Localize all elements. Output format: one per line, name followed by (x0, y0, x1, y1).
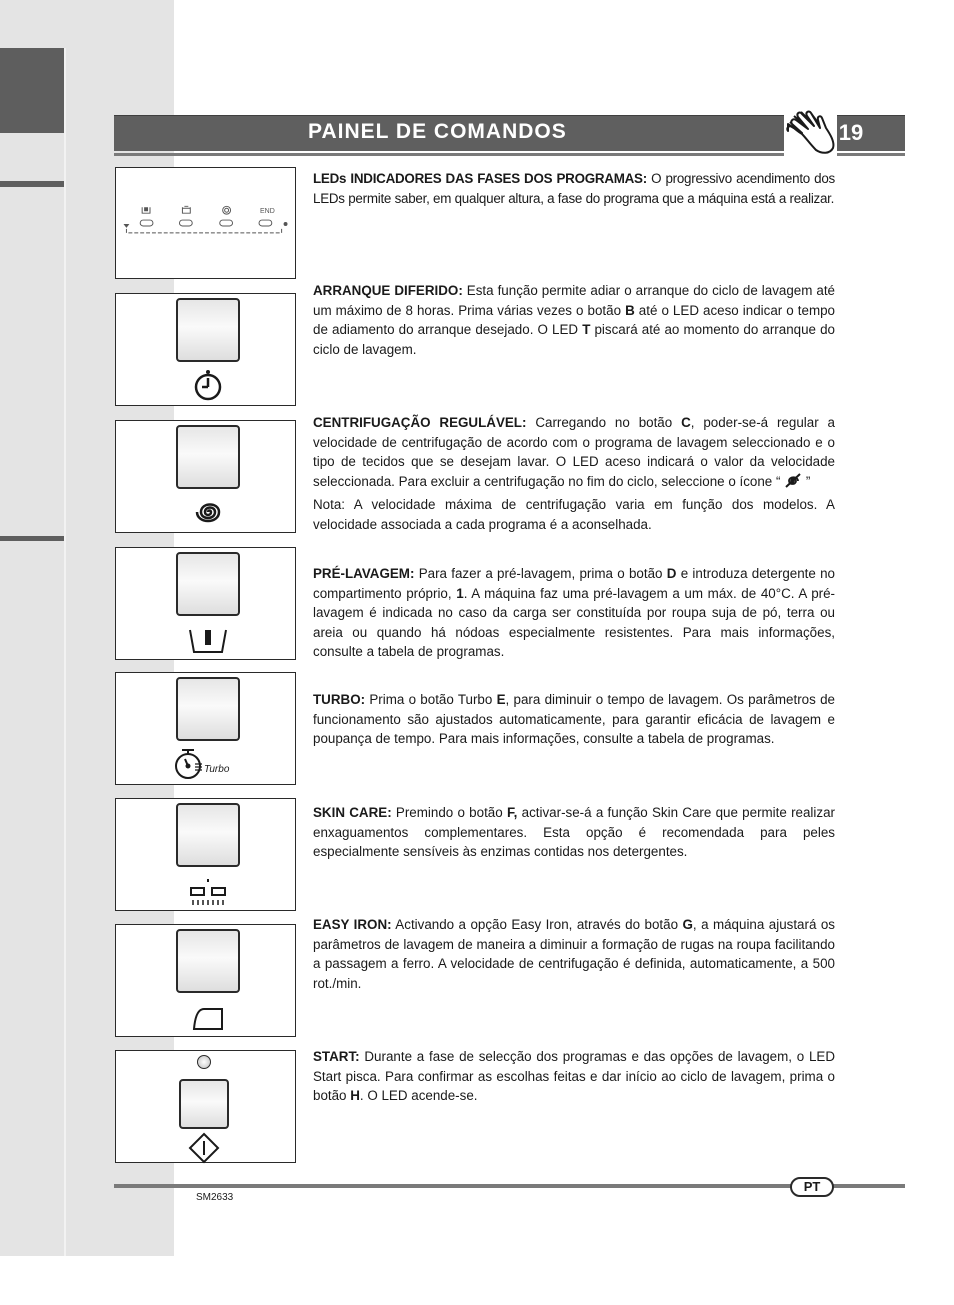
easy-iron-button[interactable] (176, 929, 240, 993)
body-text: activar-se-á a função Skin Care que permite realizar enxaguamentos complementares. Esta opção é recomendada para peles especialmente sensíveis às enzimas contidas nos detergentes. (313, 805, 835, 859)
button-ref: G (682, 917, 693, 932)
section-text-start (313, 1047, 835, 1106)
turbo-button[interactable] (176, 677, 240, 741)
spin-spiral-icon (186, 495, 230, 529)
section-text-easy-iron (313, 915, 835, 993)
body-text: Activando a opção Easy Iron, através do botão (391, 917, 683, 932)
body-text: Premindo o botão (391, 805, 507, 820)
body-text: até o LED aceso indicar o tempo de adiamento do arranque desejado. O LED (313, 302, 835, 337)
spin-button[interactable] (176, 425, 240, 489)
section-text-led-phases (313, 169, 835, 208)
section-text-turbo (313, 690, 835, 749)
body-text: . A máquina faz uma pré-lavagem a um máx. de 40°C. A pré-lavagem é indicada no caso da carga ser constituída por roupa suja de pó, terra ou areia ou quando há nódoas especialmente resistentes. Para mais informações, consulte a tabela de programas. (313, 585, 836, 659)
body-text: Carregando no botão (526, 415, 682, 430)
margin-marker (0, 181, 64, 187)
spin-panel (115, 420, 296, 533)
no-spin-icon (784, 473, 802, 488)
body-text: Prima o botão Turbo (365, 692, 497, 707)
start-led (197, 1055, 211, 1069)
section-heading: EASY IRON: (313, 917, 392, 932)
page-title: PAINEL DE COMANDOS (308, 120, 567, 143)
iron-icon (186, 1001, 230, 1035)
body-text: e introduza detergente no compartimento próprio, (313, 566, 835, 601)
skin-care-rinse-icon (186, 875, 230, 909)
spin-note: Nota: A velocidade máxima de centrifugação varia em função dos modelos. A velocidade associada a cada programa é a aconselhada. (313, 497, 835, 532)
led-phases-icon (116, 168, 295, 278)
section-heading: LEDs INDICADORES DAS FASES DOS PROGRAMAS: (313, 171, 647, 186)
start-button[interactable] (179, 1079, 229, 1129)
skin-care-button[interactable] (176, 803, 240, 867)
button-ref: H (350, 1088, 360, 1103)
margin-strip (64, 48, 66, 1256)
led-phases-panel (115, 167, 296, 279)
body-text: piscará até ao momento do arranque do ciclo de lavagem. (313, 322, 835, 357)
section-text-prewash (313, 564, 835, 662)
start-panel (115, 1050, 296, 1163)
section-heading: SKIN CARE: (313, 805, 392, 820)
margin-marker (0, 536, 64, 541)
page-number: 19 (838, 120, 864, 145)
body-text: Para fazer a pré-lavagem, prima o botão (414, 566, 667, 581)
body-text: Esta função permite adiar o arranque do ciclo de lavagem até um máximo de 8 horas. Prima várias vezes o botão (313, 283, 835, 318)
section-heading: CENTRIFUGAÇÃO REGULÁVEL: (313, 415, 527, 430)
body-text: . O LED acende-se. (359, 1088, 478, 1103)
button-ref: C (681, 415, 691, 430)
body-text: , poder-se-á regular a velocidade de centrifugação de acordo com o programa de lavagem seleccionado e o tipo de tecidos que se desejam lavar. O LED aceso indicará o valor da velocidade seleccionada. Para excluir a centrifugação no fim do ciclo, seleccione o ícone “ (313, 415, 835, 489)
section-heading: START: (313, 1049, 360, 1064)
turbo-label: Turbo (204, 764, 230, 775)
turbo-stopwatch-icon (172, 747, 252, 781)
body-text: , para diminuir o tempo de lavagem. Os parâmetros de funcionamento são ajustados automaticamente, para garantir eficácia de lavagem e poupança de tempo. Para mais informações, consulte a tabela de programas. (313, 692, 835, 746)
button-ref: E (496, 692, 506, 707)
delay-start-button[interactable] (176, 298, 240, 362)
led-ref: T (582, 322, 591, 337)
body-text: Durante a fase de selecção dos programas e das opções de lavagem, o LED Start pisca. Para confirmar as escolhas feitas e dar início ao ciclo de lavagem, prima o botão (313, 1049, 835, 1103)
section-text-spin (313, 413, 835, 534)
delay-timer-icon (186, 368, 230, 402)
section-heading: TURBO: (313, 692, 366, 707)
compartment-ref: 1 (456, 585, 464, 601)
section-tab (0, 48, 64, 133)
body-text: O progressivo acendimento dos LEDs permite saber, em qualquer altura, a fase do programa que a máquina está a realizar. (313, 171, 835, 206)
button-ref: F, (506, 805, 518, 820)
document-code: SM2633 (196, 1192, 234, 1203)
hand-icon (784, 108, 837, 157)
button-ref: B (625, 302, 635, 318)
language-badge: PT (790, 1177, 834, 1197)
led-label-end: END (260, 208, 275, 215)
delay-start-panel (115, 293, 296, 406)
body-text: , a máquina ajustará os parâmetros de lavagem de maneira a diminuir a formação de rugas na roupa facilitando a passagem a ferro. A velocidade de centrifugação é definida, automaticamente, a 500 rot./min. (313, 917, 835, 991)
easy-iron-panel (115, 924, 296, 1037)
turbo-panel (115, 672, 296, 785)
start-pause-icon (182, 1131, 226, 1165)
body-text: ” (802, 473, 811, 489)
section-text-skin-care (313, 803, 835, 862)
prewash-button[interactable] (176, 552, 240, 616)
section-text-delay-start (313, 281, 835, 359)
skin-care-panel (115, 798, 296, 911)
footer-rule (114, 1184, 905, 1188)
section-heading: PRÉ-LAVAGEM: (313, 566, 415, 581)
section-heading: ARRANQUE DIFERIDO: (313, 283, 463, 298)
prewash-panel (115, 547, 296, 660)
prewash-tub-icon (186, 624, 230, 658)
button-ref: D (666, 566, 677, 581)
